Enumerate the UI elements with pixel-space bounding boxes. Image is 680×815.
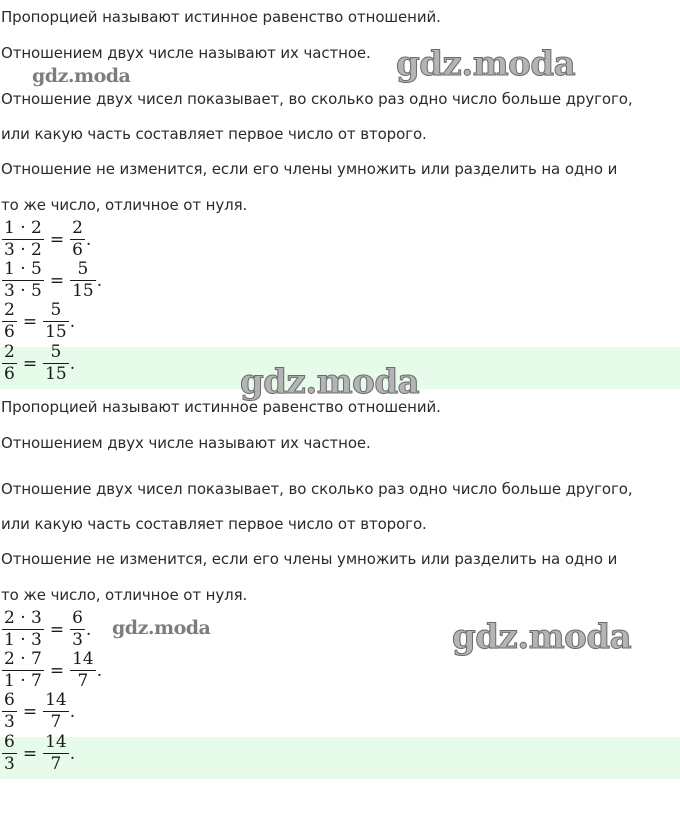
equation: $\frac{2}{6}$ = $\frac{5}{15}$ .: [4, 300, 76, 342]
fraction-left: $\frac{2}{6}$: [4, 300, 15, 342]
definition-ratio: Отношением двух числе называют их частное.: [1, 44, 371, 62]
equals-sign: =: [49, 660, 65, 681]
fraction-left: $\frac{1 \cdot 2}{3 \cdot 2}$: [4, 218, 42, 260]
solution-block-2: [0, 390, 680, 780]
watermark: gdz.moda: [112, 617, 211, 639]
ratio-property-line-2: то же число, отличное от нуля.: [1, 196, 248, 214]
answer-equation: $\frac{6}{3}$ = $\frac{14}{7}$ .: [4, 732, 76, 774]
fraction-left: $\frac{2 \cdot 3}{1 \cdot 3}$: [4, 608, 42, 650]
fraction-right: $\frac{5}{15}$: [45, 342, 67, 384]
equals-sign: =: [22, 311, 38, 332]
ratio-meaning-line-2: или какую часть составляет первое число от второго.: [1, 515, 427, 533]
fraction-left: $\frac{2}{6}$: [4, 342, 15, 384]
equals-sign: =: [49, 619, 65, 640]
ratio-property-line-1: Отношение не изменится, если его члены умножить или разделить на одно и: [1, 160, 618, 178]
definition-ratio: Отношением двух числе называют их частное.: [1, 434, 371, 452]
fraction-right: $\frac{5}{15}$: [72, 259, 94, 301]
fraction-left: $\frac{6}{3}$: [4, 732, 15, 774]
ratio-meaning-line-1: Отношение двух чисел показывает, во сколько раз одно число больше другого,: [1, 480, 633, 498]
fraction-right: $\frac{2}{6}$: [72, 218, 83, 260]
fraction-right: $\frac{14}{7}$: [72, 649, 94, 691]
answer-equation: $\frac{2}{6}$ = $\frac{5}{15}$ .: [4, 342, 76, 384]
watermark: gdz.moda: [396, 44, 576, 84]
equals-sign: =: [49, 270, 65, 291]
definition-proportion: Пропорцией называют истинное равенство отношений.: [1, 398, 441, 416]
equals-sign: =: [22, 353, 38, 374]
equation: $\frac{6}{3}$ = $\frac{14}{7}$ .: [4, 690, 76, 732]
equation: $\frac{2 \cdot 3}{1 \cdot 3}$ = $\frac{6}{3}$ .: [4, 608, 92, 650]
fraction-left: $\frac{1 \cdot 5}{3 \cdot 5}$: [4, 259, 42, 301]
solution-block-1: [0, 0, 680, 390]
fraction-right: $\frac{5}{15}$: [45, 300, 67, 342]
ratio-meaning-line-1: Отношение двух чисел показывает, во сколько раз одно число больше другого,: [1, 90, 633, 108]
ratio-property-line-2: то же число, отличное от нуля.: [1, 586, 248, 604]
equals-sign: =: [22, 743, 38, 764]
fraction-left: $\frac{6}{3}$: [4, 690, 15, 732]
equals-sign: =: [22, 701, 38, 722]
definition-proportion: Пропорцией называют истинное равенство отношений.: [1, 8, 441, 26]
equals-sign: =: [49, 229, 65, 250]
ratio-meaning-line-2: или какую часть составляет первое число от второго.: [1, 125, 427, 143]
fraction-right: $\frac{14}{7}$: [45, 732, 67, 774]
equation: $\frac{1 \cdot 5}{3 \cdot 5}$ = $\frac{5}{15}$ .: [4, 259, 103, 301]
watermark: gdz.moda: [240, 362, 420, 402]
equation: $\frac{1 \cdot 2}{3 \cdot 2}$ = $\frac{2}{6}$ .: [4, 218, 92, 260]
fraction-right: $\frac{14}{7}$: [45, 690, 67, 732]
fraction-right: $\frac{6}{3}$: [72, 608, 83, 650]
equation: $\frac{2 \cdot 7}{1 \cdot 7}$ = $\frac{14}{7}$ .: [4, 649, 103, 691]
watermark: gdz.moda: [452, 617, 632, 657]
watermark: gdz.moda: [32, 65, 131, 87]
fraction-left: $\frac{2 \cdot 7}{1 \cdot 7}$: [4, 649, 42, 691]
answer-highlight: [0, 737, 680, 779]
ratio-property-line-1: Отношение не изменится, если его члены умножить или разделить на одно и: [1, 550, 618, 568]
